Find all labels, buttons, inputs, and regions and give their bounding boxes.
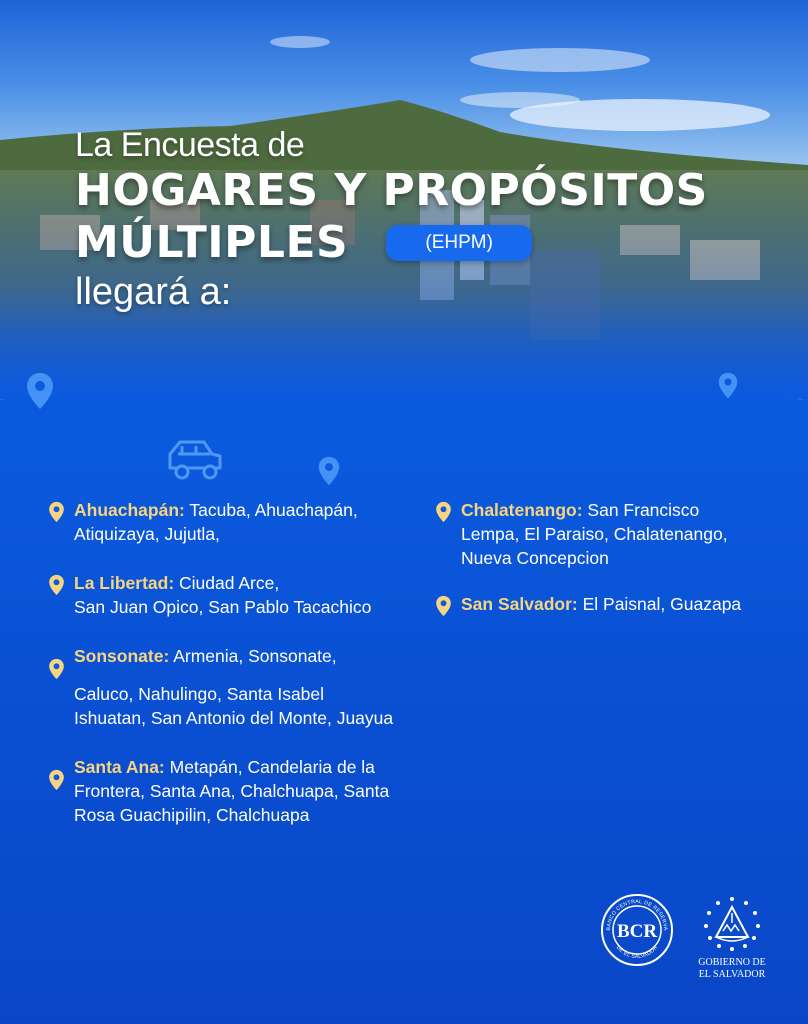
towns-line [74,668,408,682]
gobierno-line2: EL SALVADOR [698,969,766,980]
towns-line: Ishuatan, San Antonio del Monte, Juayua [74,708,394,728]
location-pin-icon [48,574,65,596]
car-icon [164,434,226,482]
towns-line: Caluco, Nahulingo, Santa Isabel [74,684,325,704]
towns-line: El Paisnal, Guazapa [582,594,742,614]
location-pin-icon [48,658,65,680]
location-pin-icon [435,595,452,617]
bcr-ring-bottom: DE EL SALVADOR [614,944,660,961]
list-item [48,498,408,546]
location-pin-icon [435,501,452,523]
towns-line: Lempa, El Paraiso, Chalatenango, [461,524,728,544]
location-pin-icon [26,372,54,410]
department-label: Sonsonate: [74,646,170,666]
headline-title-line1: HOGARES Y PROPÓSITOS [75,165,708,216]
list-item [435,498,775,570]
logos [600,893,768,981]
towns-line: Ciudad Arce, [179,573,280,593]
location-pin-icon [48,501,65,523]
left-column [48,498,408,827]
department-label: Santa Ana: [74,757,165,777]
right-column [435,498,775,616]
list-item [48,755,408,827]
towns-line: Armenia, Sonsonate, [173,646,337,666]
towns-line: Tacuba, Ahuachapán, [189,500,358,520]
coat-of-arms-icon [696,893,768,951]
bcr-logo [600,893,674,967]
towns-line: Frontera, Santa Ana, Chalchuapa, Santa [74,781,390,801]
headline-ending: llegará a: [75,271,232,313]
towns-line: Atiquizaya, Jujutla, [74,524,220,544]
towns-line: Rosa Guachipilin, Chalchuapa [74,805,310,825]
department-label: Ahuachapán: [74,500,185,520]
bcr-ring-top: BANCO CENTRAL DE RESERVA [605,898,669,931]
gobierno-logo [696,893,768,981]
svg-text:DE EL SALVADOR [615,945,659,960]
list-item [48,571,408,619]
location-pin-icon [718,372,738,399]
list-item [48,644,408,730]
location-pin-icon [48,769,65,791]
towns-line: Metapán, Candelaria de la [169,757,375,777]
list-item [435,592,775,616]
headline [75,125,708,315]
headline-title-line2: MÚLTIPLES [75,217,349,268]
gobierno-line1: GOBIERNO DE [698,957,766,968]
towns-line: San Francisco [587,500,700,520]
towns-line: Nueva Concepcion [461,548,609,568]
location-pin-icon [318,456,340,486]
department-label: San Salvador: [461,594,578,614]
department-label: Chalatenango: [461,500,583,520]
bcr-monogram: BCR [616,921,658,942]
department-label: La Libertad: [74,573,175,593]
headline-intro: La Encuesta de [75,126,305,164]
ehpm-badge: (EHPM) [386,225,532,261]
towns-line: San Juan Opico, San Pablo Tacachico [74,597,372,617]
